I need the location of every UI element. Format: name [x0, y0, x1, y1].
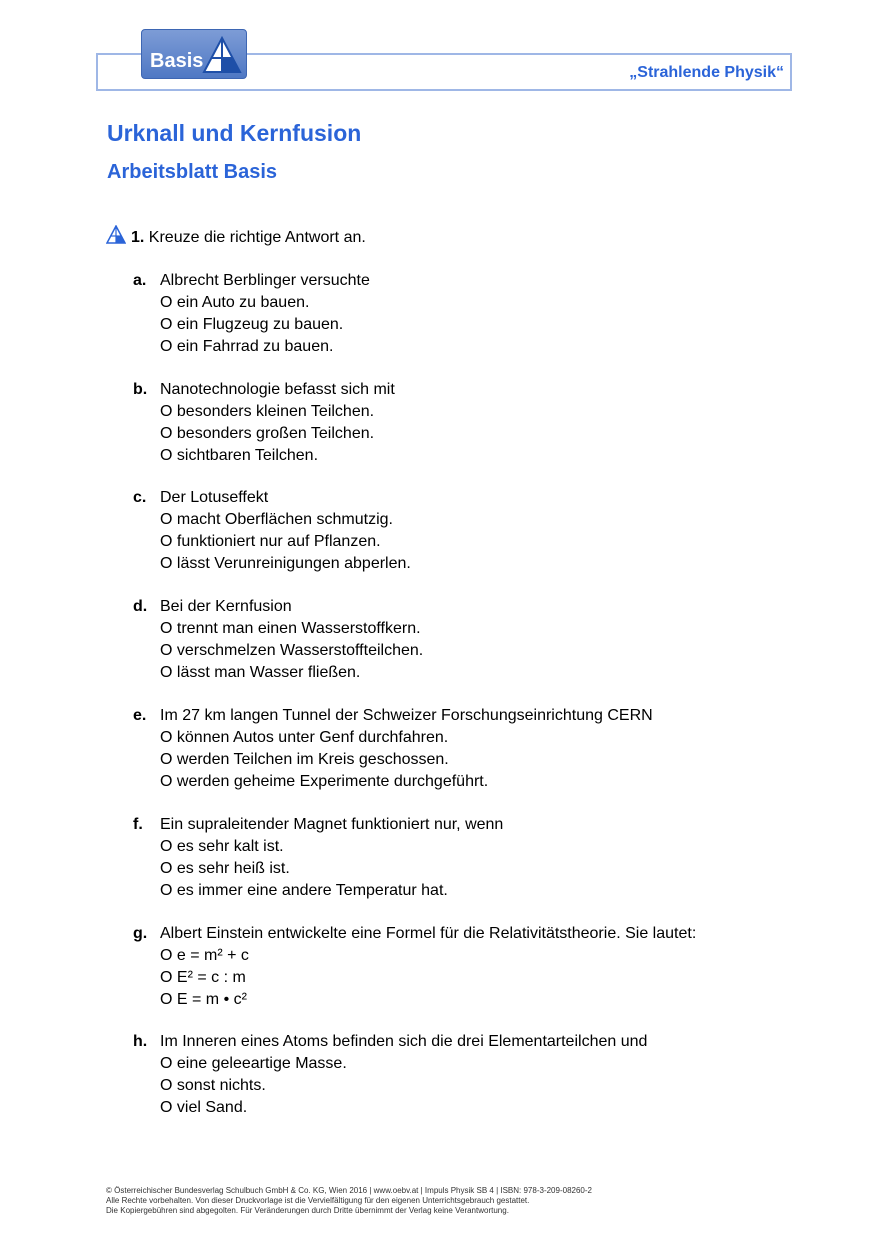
answer-option[interactable]: O macht Oberflächen schmutzig.	[160, 511, 393, 528]
answer-option[interactable]: O funktioniert nur auf Pflanzen.	[160, 533, 381, 550]
question-letter: g.	[133, 925, 148, 942]
answer-option[interactable]: O werden Teilchen im Kreis geschossen.	[160, 751, 449, 768]
answer-option[interactable]: O verschmelzen Wasserstoffteilchen.	[160, 642, 424, 659]
footer-rights: Alle Rechte vorbehalten. Von dieser Druckvorlage ist die Vervielfältigung für den eigenen Unterrichtsgebrauch gestattet.	[106, 1196, 530, 1205]
answer-option[interactable]: O werden geheime Experimente durchgeführt.	[160, 773, 489, 790]
answer-option[interactable]: O ein Auto zu bauen.	[160, 294, 310, 311]
question-text: Im Inneren eines Atoms befinden sich die drei Elementarteilchen und	[160, 1033, 648, 1050]
answer-option[interactable]: O viel Sand.	[160, 1099, 248, 1116]
answer-option[interactable]: O es sehr heiß ist.	[160, 860, 290, 877]
answer-option[interactable]: O sichtbaren Teilchen.	[160, 447, 319, 464]
triangle-logo-icon	[202, 35, 242, 75]
question-text: Albert Einstein entwickelte eine Formel für die Relativitätstheorie. Sie lautet:	[160, 925, 697, 942]
page-title: Urknall und Kernfusion	[107, 120, 362, 146]
answer-option[interactable]: O trennt man einen Wasserstoffkern.	[160, 620, 421, 637]
question-letter: h.	[133, 1033, 148, 1050]
question-letter: b.	[133, 381, 148, 398]
question-letter: a.	[133, 272, 147, 289]
question-letter: d.	[133, 598, 148, 615]
worksheet-series-title: „Strahlende Physik“	[629, 64, 784, 81]
page-subtitle: Arbeitsblatt Basis	[107, 161, 278, 183]
question-letter: f.	[133, 816, 143, 833]
question-letter: e.	[133, 707, 147, 724]
question-text: Albrecht Berblinger versuchte	[160, 272, 370, 289]
task-text: Kreuze die richtige Antwort an.	[148, 229, 366, 246]
answer-option[interactable]: O ein Flugzeug zu bauen.	[160, 316, 344, 333]
answer-option[interactable]: O e = m² + c	[160, 947, 249, 964]
basis-triangle-icon	[106, 225, 126, 245]
answer-option[interactable]: O besonders großen Teilchen.	[160, 425, 375, 442]
footer-disclaimer: Die Kopiergebühren sind abgegolten. Für Veränderungen durch Dritte übernimmt der Verlag keine Verantwortung.	[106, 1206, 509, 1215]
footer	[106, 1186, 592, 1216]
answer-option[interactable]: O besonders kleinen Teilchen.	[160, 403, 375, 420]
answer-option[interactable]: O lässt man Wasser fließen.	[160, 664, 361, 681]
question-letter: c.	[133, 489, 147, 506]
answer-option[interactable]: O es sehr kalt ist.	[160, 838, 284, 855]
footer-copyright: © Österreichischer Bundesverlag Schulbuch GmbH & Co. KG, Wien 2016 | www.oebv.at | Impuls Physik SB 4 | ISBN: 978-3-209-08260-2	[106, 1186, 592, 1195]
answer-option[interactable]: O E² = c : m	[160, 969, 246, 986]
task-number: 1.	[131, 229, 145, 246]
answer-option[interactable]: O ein Fahrrad zu bauen.	[160, 338, 334, 355]
answer-option[interactable]: O E = m • c²	[160, 991, 247, 1008]
question-text: Der Lotuseffekt	[160, 489, 269, 506]
question-text: Ein supraleitender Magnet funktioniert nur, wenn	[160, 816, 504, 833]
answer-option[interactable]: O es immer eine andere Temperatur hat.	[160, 882, 448, 899]
task-instruction	[131, 229, 366, 247]
answer-option[interactable]: O lässt Verunreinigungen abperlen.	[160, 555, 411, 572]
question-text: Im 27 km langen Tunnel der Schweizer Forschungseinrichtung CERN	[160, 707, 653, 724]
question-text: Nanotechnologie befasst sich mit	[160, 381, 395, 398]
logo-text: Basis	[150, 50, 204, 72]
answer-option[interactable]: O eine geleeartige Masse.	[160, 1055, 347, 1072]
basis-logo	[141, 29, 247, 79]
question-text: Bei der Kernfusion	[160, 598, 292, 615]
answer-option[interactable]: O sonst nichts.	[160, 1077, 266, 1094]
answer-option[interactable]: O können Autos unter Genf durchfahren.	[160, 729, 449, 746]
